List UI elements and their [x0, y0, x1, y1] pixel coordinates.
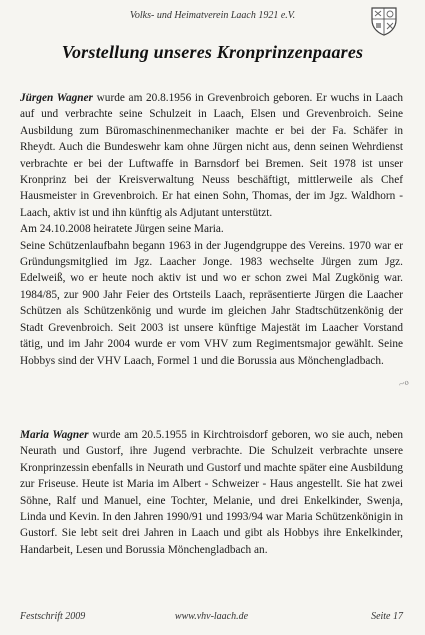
paragraph-text: wurde am 20.5.1955 in Kirchtroisdorf geboren, wo sie auch, neben Neurath und Gustorf, ihre Jugend verbrachte. Die Schulzeit verbrachte unsere Kronprinzessin ebenfalls in Neurath und Gustorf und machte später eine Ausbildung zur Friseuse. Heute ist Maria im Albert - Schweizer - Haus angestellt. Sie hat zwei Söhne, Ralf und Manuel, eine Tochter, Melanie, und drei Enkelkinder, Swenja, Linda und Kevin. In den Jahren 1990/91 und 1993/94 war Maria Schützenkönigin in Gustorf. Sie lebt seit drei Jahren in Laach und gibt als Hobbys ihre Enkelkinder, Handarbeit, Lesen und Borussia Mönchengladbach an. — [20, 429, 403, 556]
footer-page-number: Seite 17 — [371, 611, 403, 622]
handwritten-mark: ~ℴ — [397, 376, 411, 391]
page-header: Volks- und Heimatverein Laach 1921 e.V. — [129, 10, 296, 21]
footer-publication: Festschrift 2009 — [20, 611, 86, 622]
paragraph-text: wurde am 20.8.1956 in Grevenbroich geboren. Er wuchs in Laach auf und verbrachte seine Schulzeit in Laach, Elsen und Grevenbroich. Seine Ausbildung zum Büromaschinenmechaniker machte er bei der Fa. Schäfer in Rheydt. Auch die Bundeswehr kam ohne Jürgen nicht aus, denn seinen Wehrdienst verbrachte er bei der Luftwaffe in Barnsdorf bei Bremen. Seit 1978 ist unser Kronprinz bei der Kreisverwaltung Neuss beschäftigt, mittlerweile als Chef Hausmeister in Grevenbroich. Er hat einen Sohn, Thomas, der im Jgz. Waldhorn - Laach, aktiv ist und ihn künftig als Adjutant unterstützt. — [20, 92, 403, 219]
paragraph-maria — [20, 427, 403, 558]
paragraph-text: Am 24.10.2008 heiratete Jürgen seine Maria. — [20, 223, 224, 236]
paragraph-juergen — [20, 90, 403, 369]
coat-of-arms-icon — [370, 6, 398, 36]
person-name-juergen: Jürgen Wagner — [20, 92, 93, 104]
page-footer — [20, 611, 403, 625]
article-title: Vorstellung unseres Kronprinzenpaares — [61, 42, 364, 62]
footer-website: www.vhv-laach.de — [174, 611, 249, 622]
person-name-maria: Maria Wagner — [20, 429, 89, 441]
paragraph-text: Seine Schützenlaufbahn begann 1963 in der Jugendgruppe des Vereins. 1970 war er Gründungsmitglied im Jgz. Laacher Jonge. 1983 wechselte Jürgen zum Jgz. Edelweiß, wo er heute noch aktiv ist und wo er schon zwei Mal Zugkönig war. 1984/85, zur 900 Jahr Feier des Ortsteils Laach, repräsentierte Jürgen die Laacher Schützen als Schützenkönig und wurde im gleichen Jahr Stadtschützenkönig der Stadt Grevenbroich. Seit 2003 ist unsere künftige Majestät im Laacher Vorstand tätig, und im Jahr 2004 wurde er vom VHV zum Regimentsmajor gewählt. Seine Hobbys sind der VHV Laach, Formel 1 und die Borussia aus Mönchengladbach. — [20, 239, 403, 367]
